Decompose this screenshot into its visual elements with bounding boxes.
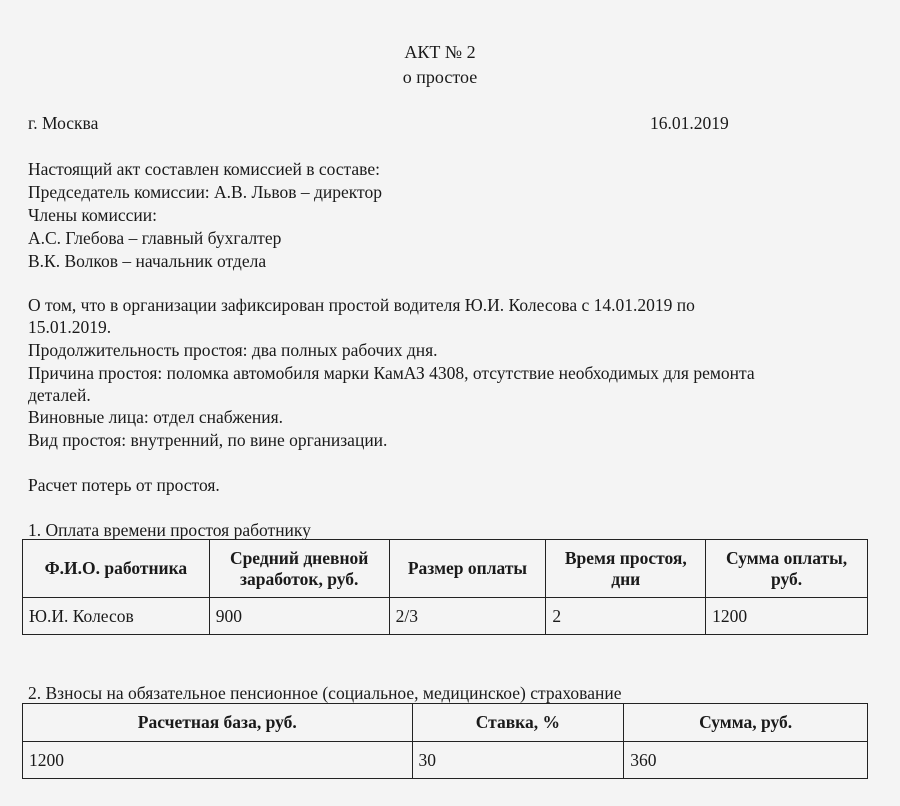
section2-title: 2. Взносы на обязательное пенсионное (социальное, медицинское) страхование [28, 683, 622, 703]
column-header: Расчетная база, руб. [23, 704, 413, 742]
culprits: Виновные лица: отдел снабжения. [28, 407, 284, 427]
column-header: Сумма оплаты, руб. [706, 540, 868, 598]
table-cell: 1200 [706, 598, 868, 635]
commission-members-label: Члены комиссии: [28, 205, 157, 225]
insurance-table [22, 703, 868, 779]
city: г. Москва [28, 113, 99, 133]
commission-member: А.С. Глебова – главный бухгалтер [28, 228, 282, 248]
column-header: Размер оплаты [389, 540, 546, 598]
column-header: Ставка, % [412, 704, 624, 742]
act-title: АКТ № 2 [404, 42, 476, 62]
table-header-row [23, 704, 868, 742]
table-cell: 30 [412, 742, 624, 779]
idle-reason: деталей. [28, 385, 91, 405]
table-cell: 360 [624, 742, 868, 779]
body-text: О том, что в организации зафиксирован простой водителя Ю.И. Колесова с 14.01.2019 по [28, 295, 695, 315]
commission-chairman: Председатель комиссии: А.В. Львов – директор [28, 182, 382, 202]
commission-member: В.К. Волков – начальник отдела [28, 251, 267, 271]
table-cell: 2 [546, 598, 706, 635]
payment-table [22, 539, 868, 635]
column-header: Сумма, руб. [624, 704, 868, 742]
column-header: Ф.И.О. работника [23, 540, 210, 598]
table-cell: Ю.И. Колесов [23, 598, 210, 635]
act-subtitle: о простое [402, 67, 478, 87]
table-header-row [23, 540, 868, 598]
loss-calc-heading: Расчет потерь от простоя. [28, 475, 220, 495]
section1-title: 1. Оплата времени простоя работнику [28, 520, 311, 540]
date: 16.01.2019 [650, 113, 729, 133]
idle-type: Вид простоя: внутренний, по вине организации. [28, 430, 388, 450]
table-cell: 900 [209, 598, 389, 635]
commission-intro: Настоящий акт составлен комиссией в составе: [28, 159, 380, 179]
idle-reason: Причина простоя: поломка автомобиля марки КамАЗ 4308, отсутствие необходимых для ремонта [28, 363, 755, 383]
column-header: Время простоя, дни [546, 540, 706, 598]
table-cell: 1200 [23, 742, 413, 779]
column-header: Средний дневной заработок, руб. [209, 540, 389, 598]
table-cell: 2/3 [389, 598, 546, 635]
idle-duration: Продолжительность простоя: два полных рабочих дня. [28, 340, 438, 360]
table-row [23, 598, 868, 635]
table-row [23, 742, 868, 779]
body-text: 15.01.2019. [28, 317, 112, 337]
